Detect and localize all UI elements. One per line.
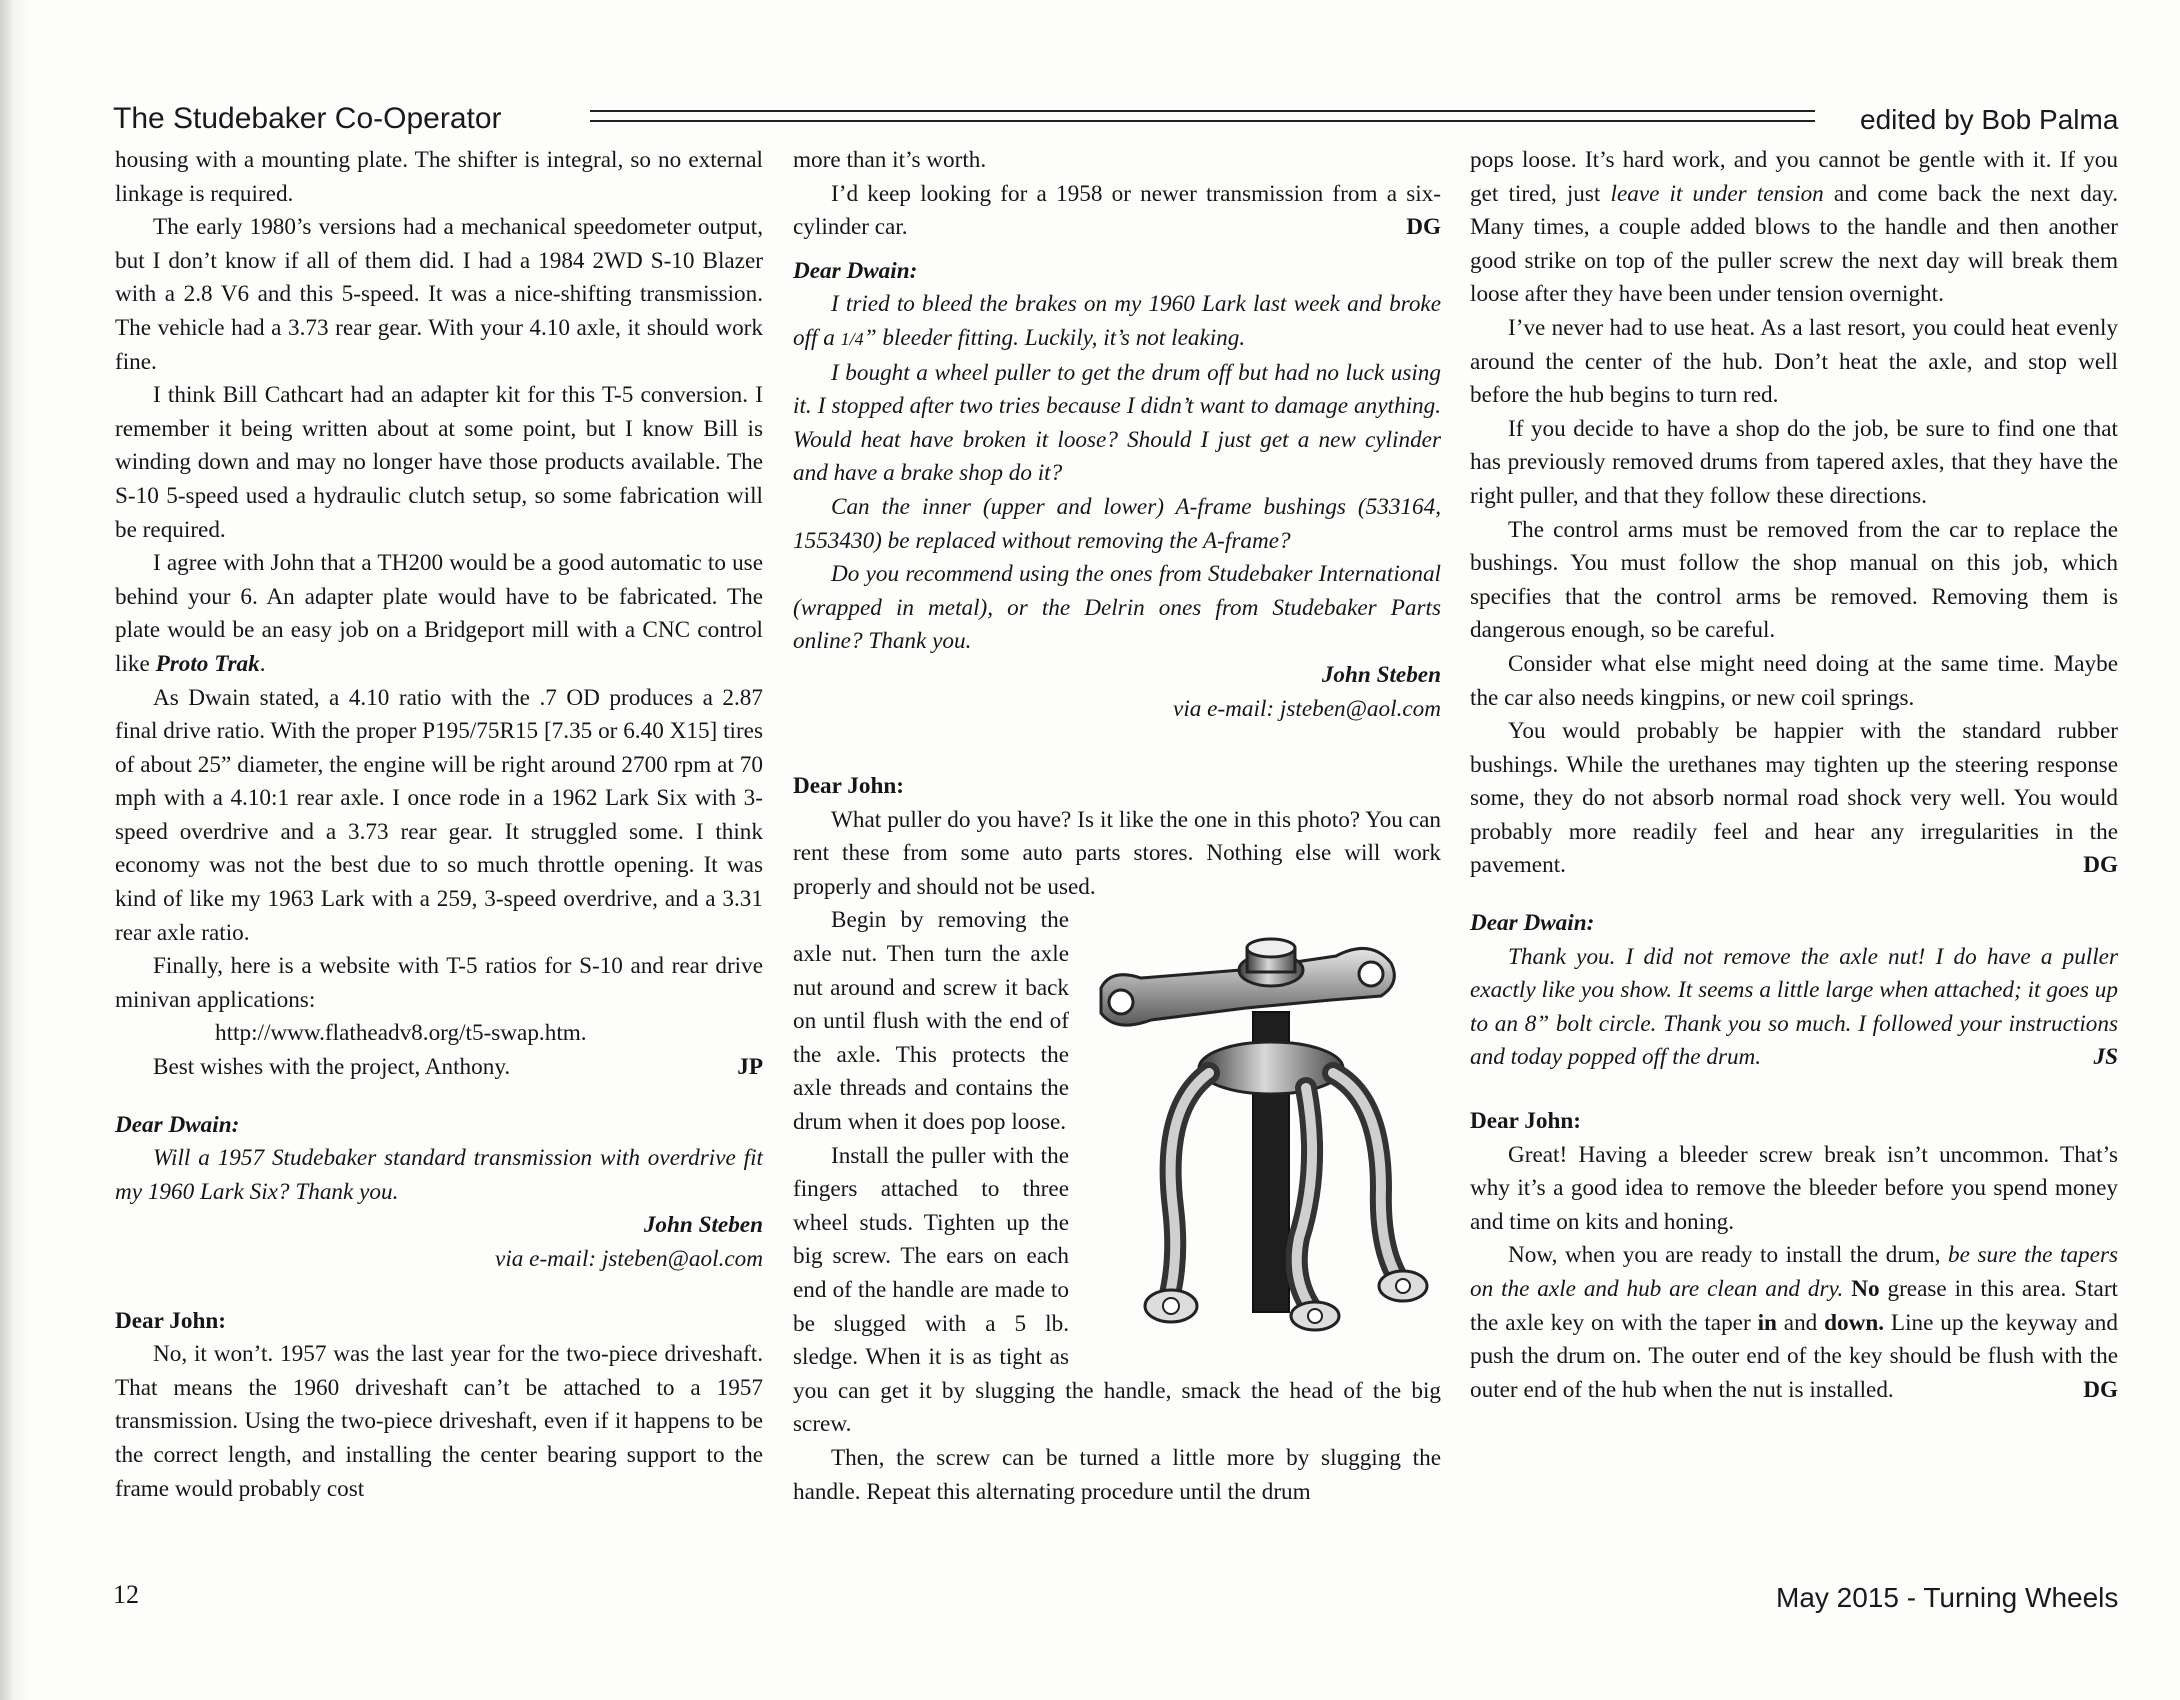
fraction: 1/4 (840, 328, 864, 349)
reader-reply (1470, 941, 2118, 1075)
reader-question: Will a 1957 Studebaker standard transmission with overdrive fit my 1960 Lark Six? Thank you. (115, 1145, 763, 1205)
emphasis: leave it under tension (1610, 180, 1824, 207)
text-run: I tried to bleed the brakes on my 1960 Lark last week and broke off a (793, 291, 1441, 351)
emphasis: be sure the tapers on the axle and hub are clean and dry. (1470, 1242, 2118, 1302)
text-run: Now, when you are ready to install the drum, (1508, 1242, 1949, 1269)
paragraph: If you decide to have a shop do the job, be sure to find one that has previously removed drums from tapered axles, that they have the right puller, and that they follow these directions. (1470, 415, 2118, 509)
reply-salutation: Dear John: (793, 773, 905, 800)
paragraph: Finally, here is a website with T-5 ratios for S-10 and rear drive minivan applications: (115, 953, 763, 1013)
text-run: . (259, 650, 266, 677)
text-run: grease in this area. Start the axle key on with the taper (1470, 1276, 2118, 1336)
column-2 (793, 144, 1441, 1554)
paragraph: housing with a mounting plate. The shifter is integral, so no external linkage is required. (115, 147, 763, 207)
wheel-puller-illustration (1081, 908, 1441, 1338)
reader-email: via e-mail: jsteben@aol.com (495, 1246, 763, 1272)
letter-salutation: Dear Dwain: (1470, 910, 1595, 937)
paragraph (793, 178, 1441, 245)
paragraph: more than it’s worth. (793, 147, 987, 173)
author-initials: DG (2083, 852, 2118, 879)
reply-salutation: Dear John: (115, 1307, 227, 1334)
text-run: I agree with John that a TH200 would be a good automatic to use behind your 6. An adapter plate would have to be fabricated. The plate would be an easy job on a Bridgeport mill with a CNC control like (115, 550, 763, 677)
text-run: Line up the keyway and push the drum on. The outer end of the key should be flush with the outer end of the hub when the nut is installed. (1470, 1309, 2118, 1403)
website-url: http://www.flatheadv8.org/t5-swap.htm. (215, 1020, 587, 1047)
paragraph: The early 1980’s versions had a mechanical speedometer output, but I don’t know if all of them did. I had a 1984 2WD S-10 Blazer with a 2.8 V6 and this 5-speed. It was a nice-shifting transmission. The vehicle had a 3.73 rear gear. With your 4.10 axle, it should work fine. (115, 214, 763, 375)
reply-salutation: Dear John: (1470, 1108, 1582, 1135)
reader-email: via e-mail: jsteben@aol.com (1173, 695, 1441, 722)
paragraph: I think Bill Cathcart had an adapter kit for this T-5 conversion. I remember it being written about at some point, but I know Bill is winding down and may no longer have those products available. The S-10 5-speed used a hydraulic clutch setup, so some fabrication will be required. (115, 382, 763, 543)
text-run: Best wishes with the project, Anthony. (153, 1054, 511, 1081)
paragraph: Great! Having a bleeder screw break isn’t uncommon. That’s why it’s a good idea to remove the bleeder before you spend money and time on kits and honing. (1470, 1141, 2118, 1235)
product-name: Proto Trak (155, 650, 260, 677)
paragraph (1470, 144, 2118, 312)
paragraph (115, 547, 763, 681)
column-3 (1470, 144, 2118, 1554)
text-run: Thank you. I did not remove the axle nut! I do have a puller exactly like you show. It seems a little large when attached; it goes up to an 8” bolt circle. Thank you so much. I followed your instructions and today popped off the drum. (1470, 943, 2118, 1071)
reader-signature: John Steben (643, 1212, 763, 1239)
reader-question: Do you recommend using the ones from Studebaker International (wrapped in metal), or the Delrin ones from Studebaker Parts online? Thank you. (793, 561, 1441, 655)
author-initials: JP (737, 1054, 763, 1081)
editor-credit: edited by Bob Palma (1860, 104, 2119, 135)
text-run: and (1776, 1309, 1825, 1336)
column-1 (115, 144, 763, 1554)
text-run: ” bleeder fitting. Luckily, it’s not leaking. (863, 324, 1246, 351)
page-number: 12 (113, 1580, 139, 1609)
text-run: pops loose. It’s hard work, and you cannot be gentle with it. If you get tired, just (1470, 147, 2118, 207)
author-initials: DG (1406, 214, 1441, 241)
letter-salutation: Dear Dwain: (793, 257, 918, 284)
wheel-puller-photo (1081, 908, 1441, 1338)
paragraph: I’ve never had to use heat. As a last resort, you could heat evenly around the center of the hub. Don’t heat the axle, and stop well before the hub begins to turn red. (1470, 314, 2118, 409)
reader-initials: JS (2093, 1044, 2118, 1071)
emphasis-bold: No (1851, 1276, 1880, 1302)
letter-salutation: Dear Dwain: (115, 1111, 240, 1138)
emphasis-bold: down. (1824, 1309, 1885, 1336)
paragraph (1470, 1239, 2118, 1407)
column-title: The Studebaker Co-Operator (113, 102, 502, 135)
text-run: I’d keep looking for a 1958 or newer transmission from a six-cylinder car. (793, 180, 1441, 241)
text-run: and come back the next day. Many times, a couple added blows to the handle and then another good strike on top of the puller screw the next day will break them loose after they have been under tension overnight. (1470, 180, 2119, 308)
text-run: You would probably be happier with the standard rubber bushings. While the urethanes may tighten up the steering response some, they do not absorb normal road shock very well. You would probably more readily feel and hear any irregularities in the pavement. (1470, 718, 2118, 879)
reader-question: Can the inner (upper and lower) A-frame bushings (533164, 1553430) be replaced without removing the A-frame? (793, 493, 1441, 554)
paragraph: Consider what else might need doing at the same time. Maybe the car also needs kingpins, or new coil springs. (1470, 650, 2118, 711)
paragraph: Then, the screw can be turned a little more by slugging the handle. Repeat this alternating procedure until the drum (793, 1444, 1441, 1505)
emphasis-bold: in (1757, 1309, 1777, 1336)
paragraph: No, it won’t. 1957 was the last year for the two-piece driveshaft. That means the 1960 driveshaft can’t be attached to a 1957 transmission. Using the two-piece driveshaft, even if it happens to be the correct length, and installing the center bearing support to the frame would probably cost (115, 1341, 763, 1502)
author-initials: DG (2083, 1376, 2118, 1403)
paragraph (115, 1051, 763, 1085)
paragraph: Begin by removing the axle nut. Then turn the axle nut around and screw it back on until flush with the end of the axle. This protects the axle threads and contains the drum when it does pop loose. (793, 907, 1069, 1136)
issue-info: May 2015 - Turning Wheels (1776, 1582, 2119, 1613)
paragraph: What puller do you have? Is it like the one in this photo? You can rent these from some auto parts stores. Nothing else will work properly and should not be used. (793, 806, 1441, 900)
reader-question (793, 288, 1441, 356)
paragraph: Install the puller with the fingers attached to three wheel studs. Tighten up the big screw. The ears on each end of the handle are made to be slugged with a 5 lb. sledge. When it is as tight as you can get it by slugging the handle, smack the head of the big screw. (793, 1142, 1441, 1438)
reader-question: I bought a wheel puller to get the drum off but had no luck using it. I stopped after two tries because I didn’t want to damage anything. Would heat have broken it loose? Should I just get a new cylinder and have a brake shop do it? (793, 359, 1441, 487)
paragraph (1470, 715, 2118, 883)
paragraph: As Dwain stated, a 4.10 ratio with the .7 OD produces a 2.87 final drive ratio. With the proper P195/75R15 [7.35 or 6.40 X15] tires of about 25” diameter, the engine will be right around 2700 rpm at 70 mph with a 4.10:1 rear axle. I once rode in a 1962 Lark Six with 3-speed overdrive and a 3.73 rear gear. It struggled some. I think economy was not the best due to so much throttle opening. It was kind of like my 1963 Lark with a 259, 3-speed overdrive, and a 3.31 rear axle ratio. (115, 684, 763, 946)
header-rule (590, 110, 1815, 122)
reader-signature: John Steben (1321, 661, 1441, 688)
paragraph: The control arms must be removed from the car to replace the bushings. You must follow the shop manual on this job, which specifies that the control arms be removed. Removing them is dangerous enough, so be careful. (1470, 516, 2118, 644)
